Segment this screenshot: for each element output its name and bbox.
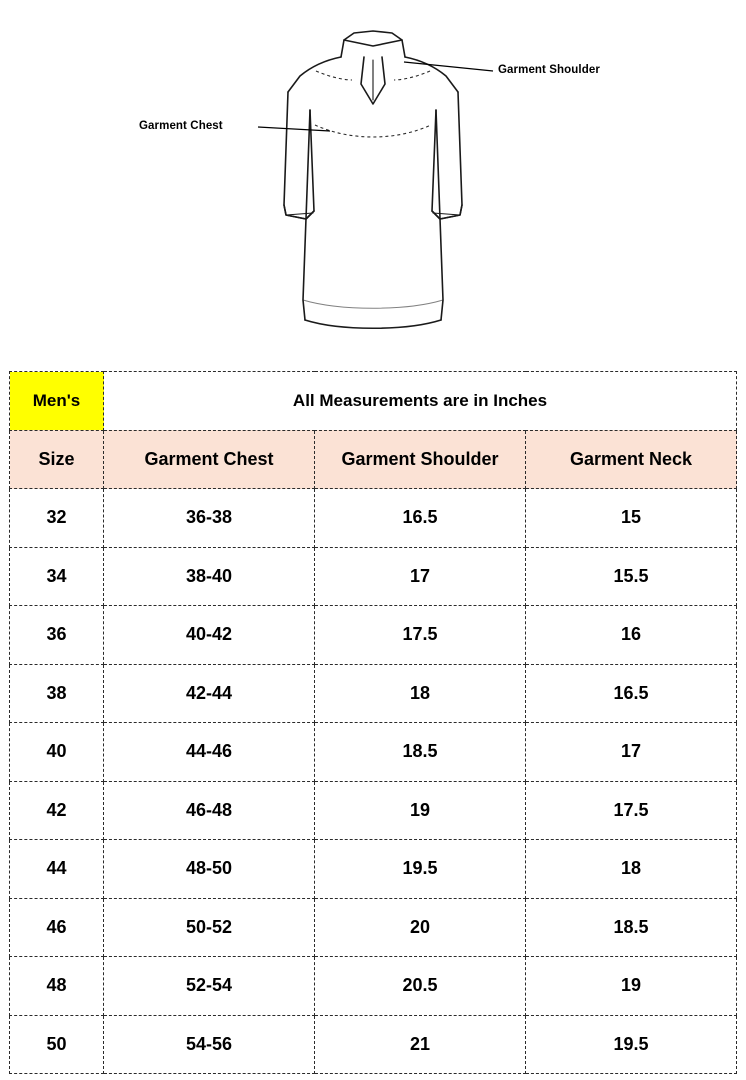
- cell-neck: 16.5: [526, 664, 737, 723]
- table-row: [10, 1015, 737, 1074]
- cell-size: 44: [10, 840, 104, 899]
- cell-neck: 17.5: [526, 781, 737, 840]
- cell-size: 34: [10, 547, 104, 606]
- cell-chest: 54-56: [104, 1015, 315, 1074]
- table-row: [10, 957, 737, 1016]
- cell-chest: 36-38: [104, 489, 315, 548]
- cell-chest: 42-44: [104, 664, 315, 723]
- cell-size: 32: [10, 489, 104, 548]
- table-row: [10, 898, 737, 957]
- cell-neck: 15.5: [526, 547, 737, 606]
- callout-label-garment-shoulder: Garment Shoulder: [498, 64, 600, 76]
- cell-shoulder: 20: [315, 898, 526, 957]
- size-chart-table-wrapper: [9, 371, 737, 1074]
- table-row: [10, 664, 737, 723]
- cell-chest: 48-50: [104, 840, 315, 899]
- cell-neck: 18.5: [526, 898, 737, 957]
- measurement-unit-banner: All Measurements are in Inches: [104, 372, 737, 431]
- cell-neck: 19.5: [526, 1015, 737, 1074]
- callout-label-garment-chest: Garment Chest: [139, 120, 223, 132]
- column-header-garment-neck: Garment Neck: [526, 430, 737, 489]
- cell-size: 38: [10, 664, 104, 723]
- cell-neck: 15: [526, 489, 737, 548]
- cell-shoulder: 19.5: [315, 840, 526, 899]
- column-header-garment-shoulder: Garment Shoulder: [315, 430, 526, 489]
- category-label-cell: Men's: [10, 372, 104, 431]
- cell-shoulder: 20.5: [315, 957, 526, 1016]
- table-banner-row: [10, 372, 737, 431]
- cell-size: 50: [10, 1015, 104, 1074]
- cell-neck: 17: [526, 723, 737, 782]
- table-row: [10, 606, 737, 665]
- size-chart-table: [9, 371, 737, 1074]
- table-row: [10, 489, 737, 548]
- cell-shoulder: 16.5: [315, 489, 526, 548]
- cell-chest: 46-48: [104, 781, 315, 840]
- cell-shoulder: 19: [315, 781, 526, 840]
- cell-chest: 52-54: [104, 957, 315, 1016]
- table-row: [10, 723, 737, 782]
- table-row: [10, 781, 737, 840]
- cell-shoulder: 18.5: [315, 723, 526, 782]
- column-header-garment-chest: Garment Chest: [104, 430, 315, 489]
- cell-size: 46: [10, 898, 104, 957]
- cell-size: 36: [10, 606, 104, 665]
- table-row: [10, 547, 737, 606]
- cell-chest: 44-46: [104, 723, 315, 782]
- cell-neck: 16: [526, 606, 737, 665]
- cell-shoulder: 17.5: [315, 606, 526, 665]
- table-row: [10, 840, 737, 899]
- table-header-row: [10, 430, 737, 489]
- column-header-size: Size: [10, 430, 104, 489]
- garment-diagram: [0, 0, 746, 355]
- cell-neck: 18: [526, 840, 737, 899]
- cell-chest: 40-42: [104, 606, 315, 665]
- cell-size: 40: [10, 723, 104, 782]
- cell-size: 42: [10, 781, 104, 840]
- kurta-garment-illustration: [0, 0, 746, 355]
- cell-shoulder: 21: [315, 1015, 526, 1074]
- cell-shoulder: 18: [315, 664, 526, 723]
- cell-shoulder: 17: [315, 547, 526, 606]
- cell-neck: 19: [526, 957, 737, 1016]
- cell-size: 48: [10, 957, 104, 1016]
- cell-chest: 50-52: [104, 898, 315, 957]
- cell-chest: 38-40: [104, 547, 315, 606]
